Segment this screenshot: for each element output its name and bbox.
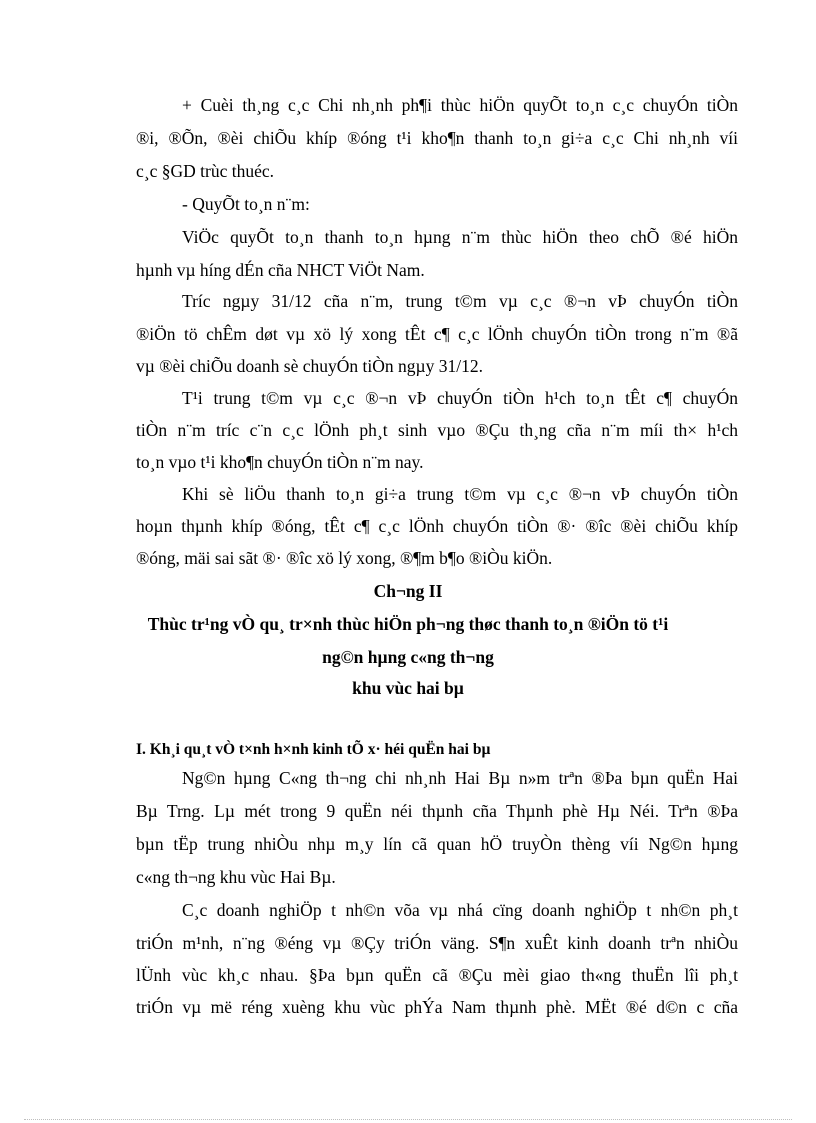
- text-line: bµn tËp trung nhiÒu nhµ m¸y lín cã quan hÖ truyÒn thèng víi Ng©n hµng: [136, 834, 738, 854]
- text-line: vµ ®èi chiÕu doanh sè chuyÓn tiÒn ngµy 31/12.: [136, 356, 483, 376]
- chapter-title-line-1: Thùc tr¹ng vÒ qu¸ tr×nh thùc hiÖn ph¬ng thøc thanh to¸n ®iÖn tö t¹i: [147, 614, 669, 634]
- text-line: lÜnh vùc kh¸c nhau. §Þa bµn quËn cã ®Çu mèi giao th«ng thuËn lîi ph¸t: [136, 965, 738, 985]
- text-line: C¸c doanh nghiÖp t nh©n võa vµ nhá cïng doanh nghiÖp t nh©n ph¸t: [182, 900, 738, 920]
- text-line: c¸c §GD trùc thuéc.: [136, 161, 274, 181]
- page-footer-divider: [24, 1119, 792, 1120]
- text-line: Khi sè liÖu thanh to¸n gi÷a trung t©m vµ c¸c ®¬n vÞ chuyÓn tiÒn: [182, 484, 738, 504]
- chapter-label: Ch¬ng II: [373, 581, 443, 601]
- chapter-title-line-3: khu vùc hai bµ: [352, 678, 464, 698]
- text-line: to¸n vµo t¹i kho¶n chuyÓn tiÒn n¨m nay.: [136, 452, 424, 472]
- text-line: triÓn vµ më réng xuèng khu vùc phÝa Nam thµnh phè. MËt ®é d©n c cña: [136, 997, 738, 1017]
- text-line: Tríc ngµy 31/12 cña n¨m, trung t©m vµ c¸c ®¬n vÞ chuyÓn tiÒn: [182, 291, 738, 311]
- text-line: hµnh vµ híng dÉn cña NHCT ViÖt Nam.: [136, 260, 425, 280]
- text-line: Bµ Trng. Lµ mét trong 9 quËn néi thµnh cña Thµnh phè Hµ Néi. Trªn ®Þa: [136, 801, 738, 821]
- text-line: hoµn thµnh khíp ®óng, tÊt c¶ c¸c lÖnh chuyÓn tiÒn ®· ®îc ®èi chiÕu khíp: [136, 516, 738, 536]
- text-line: ViÖc quyÕt to¸n thanh to¸n hµng n¨m thùc hiÖn theo chÕ ®é hiÖn: [182, 227, 738, 247]
- text-line: ®iÖn tö chÊm døt vµ xö lý xong tÊt c¶ c¸c lÖnh chuyÓn tiÒn trong n¨m ®ã: [136, 324, 738, 344]
- section-heading: I. Kh¸i qu¸t vÒ t×nh h×nh kinh tÕ x· héi quËn hai bµ: [136, 741, 491, 758]
- text-line: + Cuèi th¸ng c¸c Chi nh¸nh ph¶i thùc hiÖn quyÕt to¸n c¸c chuyÓn tiÒn: [182, 95, 738, 115]
- text-line: - QuyÕt to¸n n¨m:: [182, 194, 310, 214]
- text-line: ®óng, mäi sai sãt ®· ®îc xö lý xong, ®¶m b¶o ®iÒu kiÖn.: [136, 548, 553, 568]
- chapter-title-line-2: ng©n hµng c«ng th¬ng: [322, 647, 494, 667]
- text-line: Ng©n hµng C«ng th¬ng chi nh¸nh Hai Bµ n»m trªn ®Þa bµn quËn Hai: [182, 768, 738, 788]
- text-line: triÓn m¹nh, n¨ng ®éng vµ ®Çy triÓn väng. S¶n xuÊt kinh doanh trªn nhiÒu: [136, 933, 738, 953]
- text-line: c«ng th¬ng khu vùc Hai Bµ.: [136, 867, 336, 887]
- text-line: ®i, ®Õn, ®èi chiÕu khíp ®óng t¹i kho¶n thanh to¸n gi÷a c¸c Chi nh¸nh víi: [136, 128, 738, 148]
- text-line: tiÒn n¨m tríc c¨n c¸c lÖnh ph¸t sinh vµo ®Çu th¸ng cña n¨m míi th× h¹ch: [136, 420, 738, 440]
- text-line: T¹i trung t©m vµ c¸c ®¬n vÞ chuyÓn tiÒn h¹ch to¸n tÊt c¶ chuyÓn: [182, 388, 738, 408]
